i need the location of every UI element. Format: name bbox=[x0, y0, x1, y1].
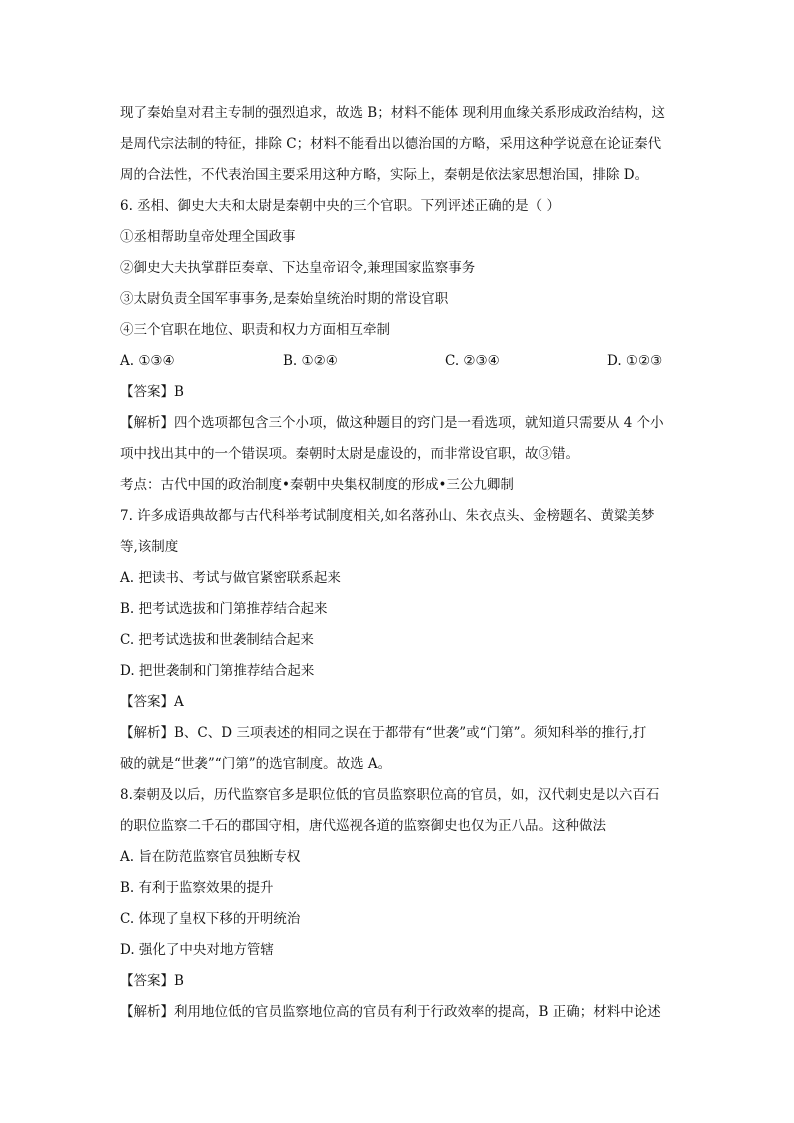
answer-label: 【答案】B bbox=[120, 973, 184, 989]
analysis-text: 【解析】B、C、D 三项表述的相同之误在于都带有“世袭”或“门第”。须知科举的推行,打 bbox=[120, 725, 647, 741]
question-7-stem: 等,该制度 bbox=[120, 539, 179, 555]
answer-label: 【答案】B bbox=[120, 384, 184, 400]
analysis-text: 【解析】利用地位低的官员监察地位高的官员有利于行政效率的提高，B 正确；材料中论述 bbox=[120, 1004, 661, 1020]
text-line: 现了秦始皇对君主专制的强烈追求，故选 B；材料不能体 现利用血缘关系形成政治结构，这 bbox=[120, 105, 666, 121]
text-line: 是周代宗法制的特征，排除 C；材料不能看出以德治国的方略，采用这种学说意在论证秦代 bbox=[120, 136, 662, 152]
question-8-option-a: A. 旨在防范监察官员独断专权 bbox=[120, 849, 301, 865]
analysis-text: 破的就是“世袭”“门第”的选官制度。故选 A。 bbox=[120, 756, 392, 772]
question-7-option-d: D. 把世袭制和门第推荐结合起来 bbox=[120, 663, 315, 679]
question-6-option-b: B. ①②④ bbox=[283, 353, 338, 369]
question-8-stem: 8.秦朝及以后，历代监察官多是职位低的官员监察职位高的官员，如，汉代刺史是以六百石 bbox=[120, 787, 660, 803]
exam-point: 考点：古代中国的政治制度•秦朝中央集权制度的形成•三公九卿制 bbox=[120, 477, 514, 493]
question-6-stem: 6. 丞相、御史大夫和太尉是秦朝中央的三个官职。下列评述正确的是（ ） bbox=[120, 198, 560, 214]
question-6-item-2: ②御史大夫执掌群臣奏章、下达皇帝诏令,兼理国家监察事务 bbox=[120, 260, 476, 276]
question-6-option-d: D. ①②③ bbox=[607, 353, 663, 369]
analysis-text: 【解析】四个选项都包含三个小项，做这种题目的窍门是一看选项，就知道只需要从 4 个小 bbox=[120, 415, 664, 431]
analysis-text: 项中找出其中的一个错误项。秦朝时太尉是虚设的，而非常设官职，故③错。 bbox=[120, 446, 579, 462]
question-7-option-b: B. 把考试选拔和门第推荐结合起来 bbox=[120, 601, 328, 617]
question-7-option-a: A. 把读书、考试与做官紧密联系起来 bbox=[120, 570, 341, 586]
answer-label: 【答案】A bbox=[120, 694, 184, 710]
question-8-option-d: D. 强化了中央对地方管辖 bbox=[120, 942, 274, 958]
text-line: 周的合法性，不代表治国主要采用这种方略，实际上，秦朝是依法家思想治国，排除 D。 bbox=[120, 167, 649, 183]
question-7-option-c: C. 把考试选拔和世袭制结合起来 bbox=[120, 632, 314, 648]
question-6-option-c: C. ②③④ bbox=[445, 353, 500, 369]
question-6-item-1: ①丞相帮助皇帝处理全国政事 bbox=[120, 229, 296, 245]
question-6-item-3: ③太尉负责全国军事事务,是秦始皇统治时期的常设官职 bbox=[120, 291, 449, 307]
question-6-item-4: ④三个官职在地位、职责和权力方面相互牵制 bbox=[120, 322, 390, 338]
question-8-stem: 的职位监察二千石的郡国守相，唐代巡视各道的监察御史也仅为正八品。这种做法 bbox=[120, 818, 606, 834]
question-8-option-b: B. 有利于监察效果的提升 bbox=[120, 880, 274, 896]
question-7-stem: 7. 许多成语典故都与古代科举考试制度相关,如名落孙山、朱衣点头、金榜题名、黄粱美梦 bbox=[120, 508, 655, 524]
question-6-option-a: A. ①③④ bbox=[120, 353, 175, 369]
question-8-option-c: C. 体现了皇权下移的开明统治 bbox=[120, 911, 301, 927]
